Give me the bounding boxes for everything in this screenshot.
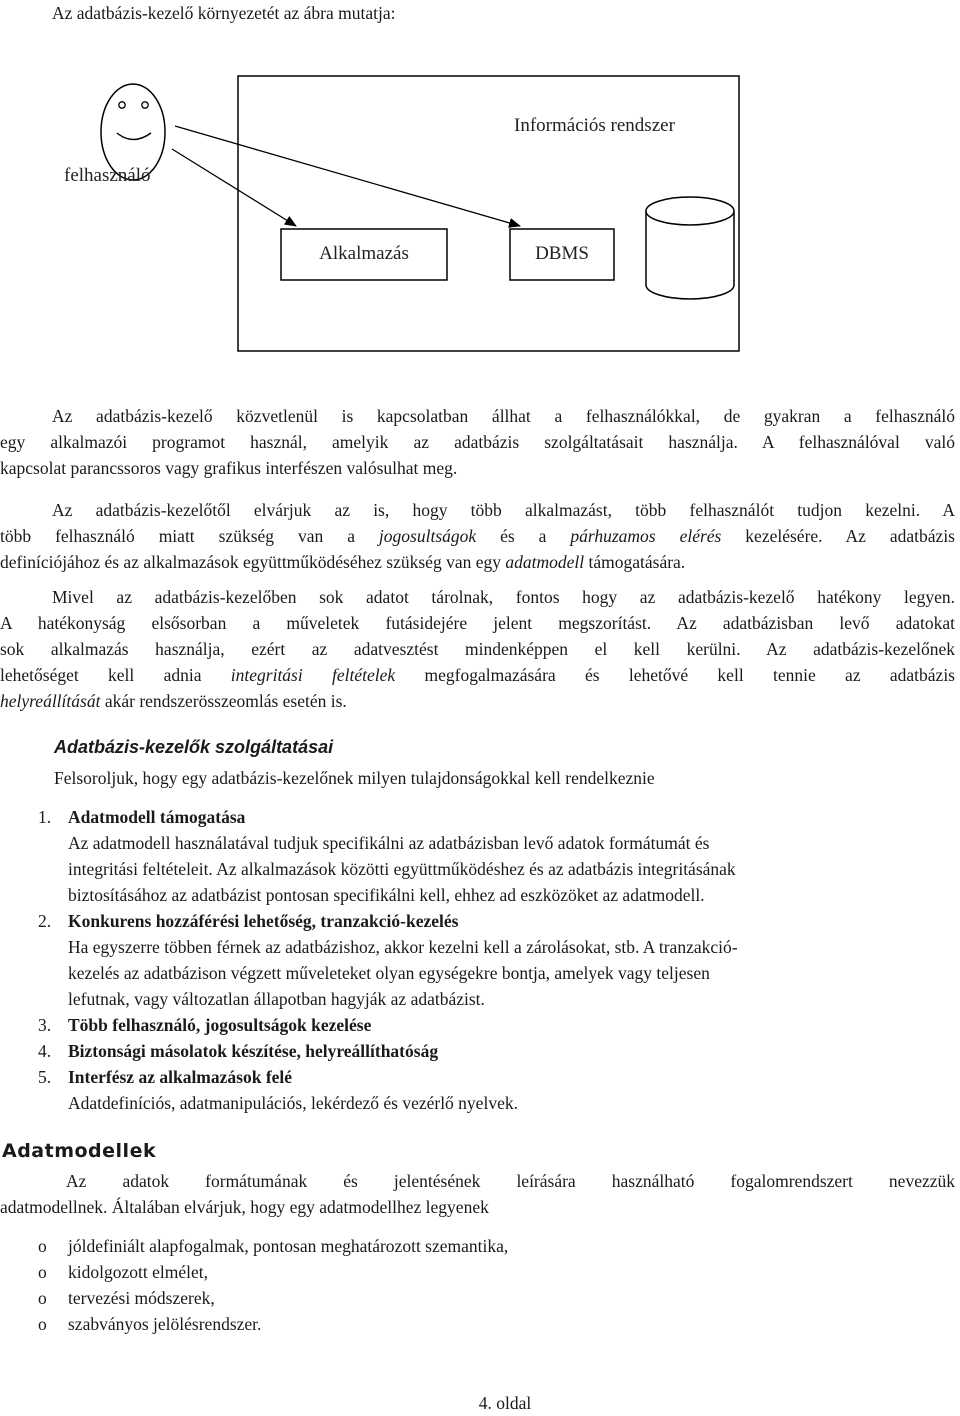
adatmodell-line1: Az adatok formátumának és jelentésének leírására használható fogalomrendszert nevezzük bbox=[66, 1171, 955, 1191]
app-label: Alkalmazás bbox=[319, 243, 409, 264]
term-integritasi-feltetelek: integritási feltételek bbox=[230, 665, 396, 685]
term-adatmodell: adatmodell bbox=[505, 552, 585, 572]
list-item bbox=[0, 804, 960, 908]
list-item-title: Adatmodell támogatása bbox=[68, 807, 246, 827]
para2-line2: több felhasználó miatt szükség van a jogosultságok és a párhuzamos elérés kezelésére. Az adatbázis bbox=[0, 526, 955, 546]
para3-line3: sok alkalmazás használja, ezért az adatvesztést mindenképpen el kell kerülni. Az adatbázis-kezelőnek bbox=[0, 639, 955, 659]
para1-line2: egy alkalmazói programot használ, amelyik az adatbázis szolgáltatásait használja. A felhasználóval való bbox=[0, 432, 955, 452]
bullet-marker: o bbox=[38, 1314, 47, 1334]
page-number: 4. oldal bbox=[478, 1393, 532, 1413]
list-item-line: Az adatmodell használatával tudjuk specifikálni az adatbázisban levő adatok formátumát és bbox=[68, 833, 710, 853]
list-item-line: lefutnak, vagy változatlan állapotban hagyják az adatbázist. bbox=[68, 989, 485, 1009]
adatmodell-line2: adatmodellnek. Általában elvárjuk, hogy egy adatmodellhez legyenek bbox=[0, 1197, 489, 1217]
list-item-title: Konkurens hozzáférési lehetőség, tranzakció-kezelés bbox=[68, 911, 459, 931]
system-label: Információs rendszer bbox=[514, 115, 675, 136]
requirements-list bbox=[0, 1233, 960, 1343]
list-item bbox=[0, 1064, 960, 1116]
term-parhuzamos-eleres: párhuzamos elérés bbox=[570, 526, 722, 546]
para2-line3: definíciójához és az alkalmazások együttműködéséhez szükség van egy adatmodell támogatására. bbox=[0, 552, 686, 572]
user-to-app-arrow bbox=[172, 149, 296, 226]
list-item-line: kezelés az adatbázison végzett műveleteket olyan egységekre bontja, amelyek vagy teljesen bbox=[68, 963, 710, 983]
term-jogosultsagok: jogosultságok bbox=[378, 526, 477, 546]
bullet-marker: o bbox=[38, 1236, 47, 1256]
list-item-line: Ha egyszerre többen férnek az adatbázishoz, akkor kezelni kell a zárolásokat, stb. A tranzakció- bbox=[68, 937, 738, 957]
list-number: 5. bbox=[38, 1067, 52, 1087]
list-item bbox=[0, 908, 960, 1012]
list-item-title: Biztonsági másolatok készítése, helyreállíthatóság bbox=[68, 1041, 439, 1061]
list-item-title: Több felhasználó, jogosultságok kezelése bbox=[68, 1015, 372, 1035]
bullet-marker: o bbox=[38, 1288, 47, 1308]
bullet-text: szabványos jelölésrendszer. bbox=[68, 1314, 262, 1334]
intro-line: Az adatbázis-kezelő környezetét az ábra mutatja: bbox=[52, 3, 396, 23]
bullet-marker: o bbox=[38, 1262, 47, 1282]
list-item-line: Adatdefiníciós, adatmanipulációs, lekérdező és vezérlő nyelvek. bbox=[68, 1093, 518, 1113]
list-number: 1. bbox=[38, 807, 52, 827]
term-helyreallitas: helyreállítását bbox=[0, 691, 101, 711]
list-item-line: biztosításához az adatbázist pontosan specifikálni kell, ehhez ad eszközöket az adatmodell. bbox=[68, 885, 705, 905]
paragraph-1 bbox=[0, 403, 955, 481]
para1-line3: kapcsolat parancssoros vagy grafikus interfészen valósulhat meg. bbox=[0, 458, 458, 478]
list-number: 4. bbox=[38, 1041, 52, 1061]
paragraph-3 bbox=[0, 584, 955, 714]
bullet-text: kidolgozott elmélet, bbox=[68, 1262, 208, 1282]
para1-line1: Az adatbázis-kezelő közvetlenül is kapcsolatban állhat a felhasználókkal, de gyakran a felhasználó bbox=[52, 406, 955, 426]
list-item-title: Interfész az alkalmazások felé bbox=[68, 1067, 293, 1087]
para2-line1: Az adatbázis-kezelőtől elvárjuk az is, hogy több alkalmazást, több felhasználót tudjon kezelni. A bbox=[52, 500, 955, 520]
list-item bbox=[0, 1038, 960, 1064]
dbms-label: DBMS bbox=[535, 243, 589, 264]
para3-line2: A hatékonyság elsősorban a műveletek futásidejére jelent megszorítást. Az adatbázisban levő adatokat bbox=[0, 613, 955, 633]
section-intro: Felsoroljuk, hogy egy adatbázis-kezelőnek milyen tulajdonságokkal kell rendelkeznie bbox=[54, 768, 655, 788]
user-to-dbms-arrow bbox=[175, 126, 520, 226]
list-item bbox=[0, 1012, 960, 1038]
paragraph-adatmodellek bbox=[0, 1168, 955, 1220]
list-number: 3. bbox=[38, 1015, 52, 1035]
para3-line5: helyreállítását akár rendszerösszeomlás esetén is. bbox=[0, 691, 347, 711]
list-item-line: integritási feltételeit. Az alkalmazások közötti együttműködéshez és az adatbázis integritásának bbox=[68, 859, 736, 879]
user-label: felhasználó bbox=[64, 165, 151, 186]
bullet-text: tervezési módszerek, bbox=[68, 1288, 215, 1308]
bullet-text: jóldefiniált alapfogalmak, pontosan meghatározott szemantika, bbox=[68, 1236, 509, 1256]
para3-line1: Mivel az adatbázis-kezelőben sok adatot tárolnak, fontos hogy az adatbázis-kezelő hatékony legyen. bbox=[52, 587, 955, 607]
section-title-services: Adatbázis-kezelők szolgáltatásai bbox=[54, 737, 334, 757]
paragraph-2 bbox=[0, 497, 955, 575]
system-diagram bbox=[0, 60, 960, 360]
para3-line4: lehetőséget kell adnia integritási feltételek megfogalmazására és lehetővé kell tennie az adatbázis bbox=[0, 665, 955, 685]
database-cylinder-icon bbox=[646, 197, 734, 299]
section-title-adatmodellek: Adatmodellek bbox=[2, 1140, 157, 1162]
list-number: 2. bbox=[38, 911, 52, 931]
